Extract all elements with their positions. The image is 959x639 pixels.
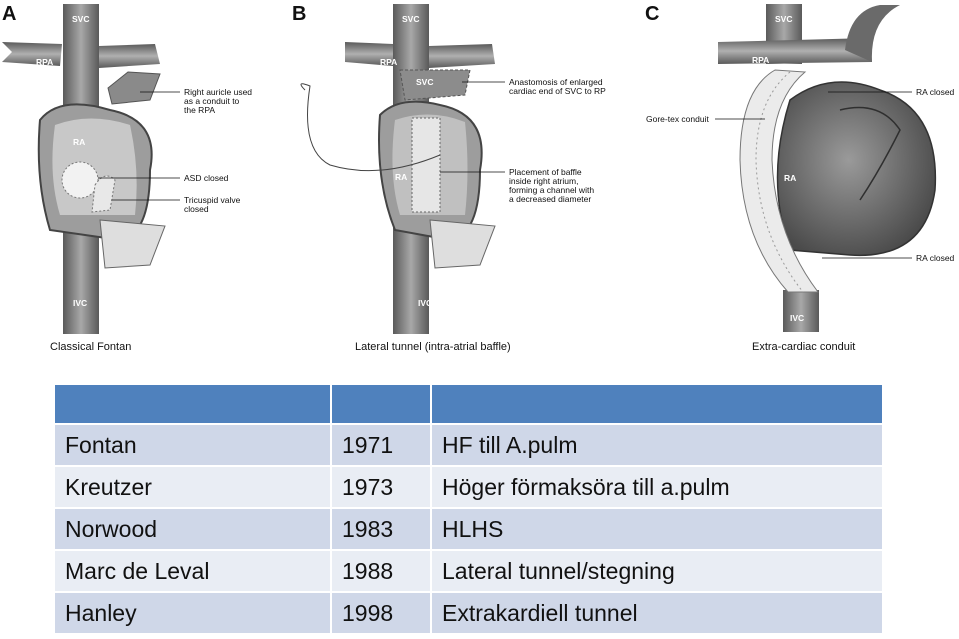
table-row (55, 551, 882, 591)
panel-letter: C (645, 3, 660, 25)
cell-name: Fontan (55, 425, 330, 465)
caption-c: Extra-cardiac conduit (752, 341, 856, 353)
cell-year: 1998 (332, 593, 430, 633)
panel-b (292, 3, 606, 353)
annotation-ra-closed-bottom: RA closed (916, 253, 955, 263)
cell-name: Marc de Leval (55, 551, 330, 591)
annotation-baffle: Placement of baffle inside right atrium, forming a channel with a decreased diameter (509, 167, 595, 204)
panel-letter: A (2, 3, 17, 25)
table-header-cell (55, 385, 330, 423)
cell-name: Hanley (55, 593, 330, 633)
label-ivc: IVC (73, 298, 88, 308)
annotation-auricle: Right auricle used as a conduit to the RPA (184, 87, 253, 115)
caption-b: Lateral tunnel (intra-atrial baffle) (355, 341, 511, 353)
label-svc-enlarged: SVC (416, 77, 434, 87)
label-ivc: IVC (790, 313, 805, 323)
cell-description: HLHS (432, 509, 882, 549)
annotation-conduit: Gore-tex conduit (646, 114, 709, 124)
table-header-row (55, 385, 882, 423)
label-ra: RA (395, 172, 408, 182)
cell-year: 1973 (332, 467, 430, 507)
cell-year: 1988 (332, 551, 430, 591)
table-row (55, 509, 882, 549)
annotation-anastomosis: Anastomosis of enlarged cardiac end of SVC to RP (509, 77, 606, 96)
cell-description: Lateral tunnel/stegning (432, 551, 882, 591)
ventricle-fragment (430, 220, 495, 268)
panel-c (645, 3, 955, 353)
table-header-cell (432, 385, 882, 423)
cell-description: HF till A.pulm (432, 425, 882, 465)
label-ra: RA (73, 137, 86, 147)
rpa-vessel-right (429, 44, 495, 68)
auricle-conduit (108, 72, 160, 104)
table-header-cell (332, 385, 430, 423)
rpa-vessel-right (99, 44, 160, 68)
asd-patch (62, 162, 98, 198)
annotation-tricuspid: Tricuspid valve closed (184, 195, 241, 214)
aorta (845, 5, 900, 62)
label-ra: RA (784, 173, 797, 183)
cell-year: 1971 (332, 425, 430, 465)
table-row (55, 467, 882, 507)
cell-description: Höger förmaksöra till a.pulm (432, 467, 882, 507)
annotation-ra-closed-top: RA closed (916, 87, 955, 97)
ventricle-fragment (100, 220, 165, 268)
ivc-vessel (783, 290, 819, 332)
enlarged-svc (400, 70, 470, 100)
table-row (55, 425, 882, 465)
cell-description: Extrakardiell tunnel (432, 593, 882, 633)
label-svc: SVC (72, 14, 90, 24)
cell-year: 1983 (332, 509, 430, 549)
label-rpa: RPA (36, 57, 54, 67)
intra-atrial-baffle (412, 118, 440, 212)
panel-a (2, 3, 254, 353)
annotation-asd: ASD closed (184, 173, 229, 183)
label-ivc: IVC (418, 298, 433, 308)
table-row (55, 593, 882, 633)
cell-name: Kreutzer (55, 467, 330, 507)
fontan-history-table (53, 383, 884, 635)
label-svc: SVC (775, 14, 793, 24)
label-rpa: RPA (380, 57, 398, 67)
panel-letter: B (292, 3, 307, 25)
label-rpa: RPA (752, 55, 770, 65)
cell-name: Norwood (55, 509, 330, 549)
caption-a: Classical Fontan (50, 341, 132, 353)
label-svc: SVC (402, 14, 420, 24)
